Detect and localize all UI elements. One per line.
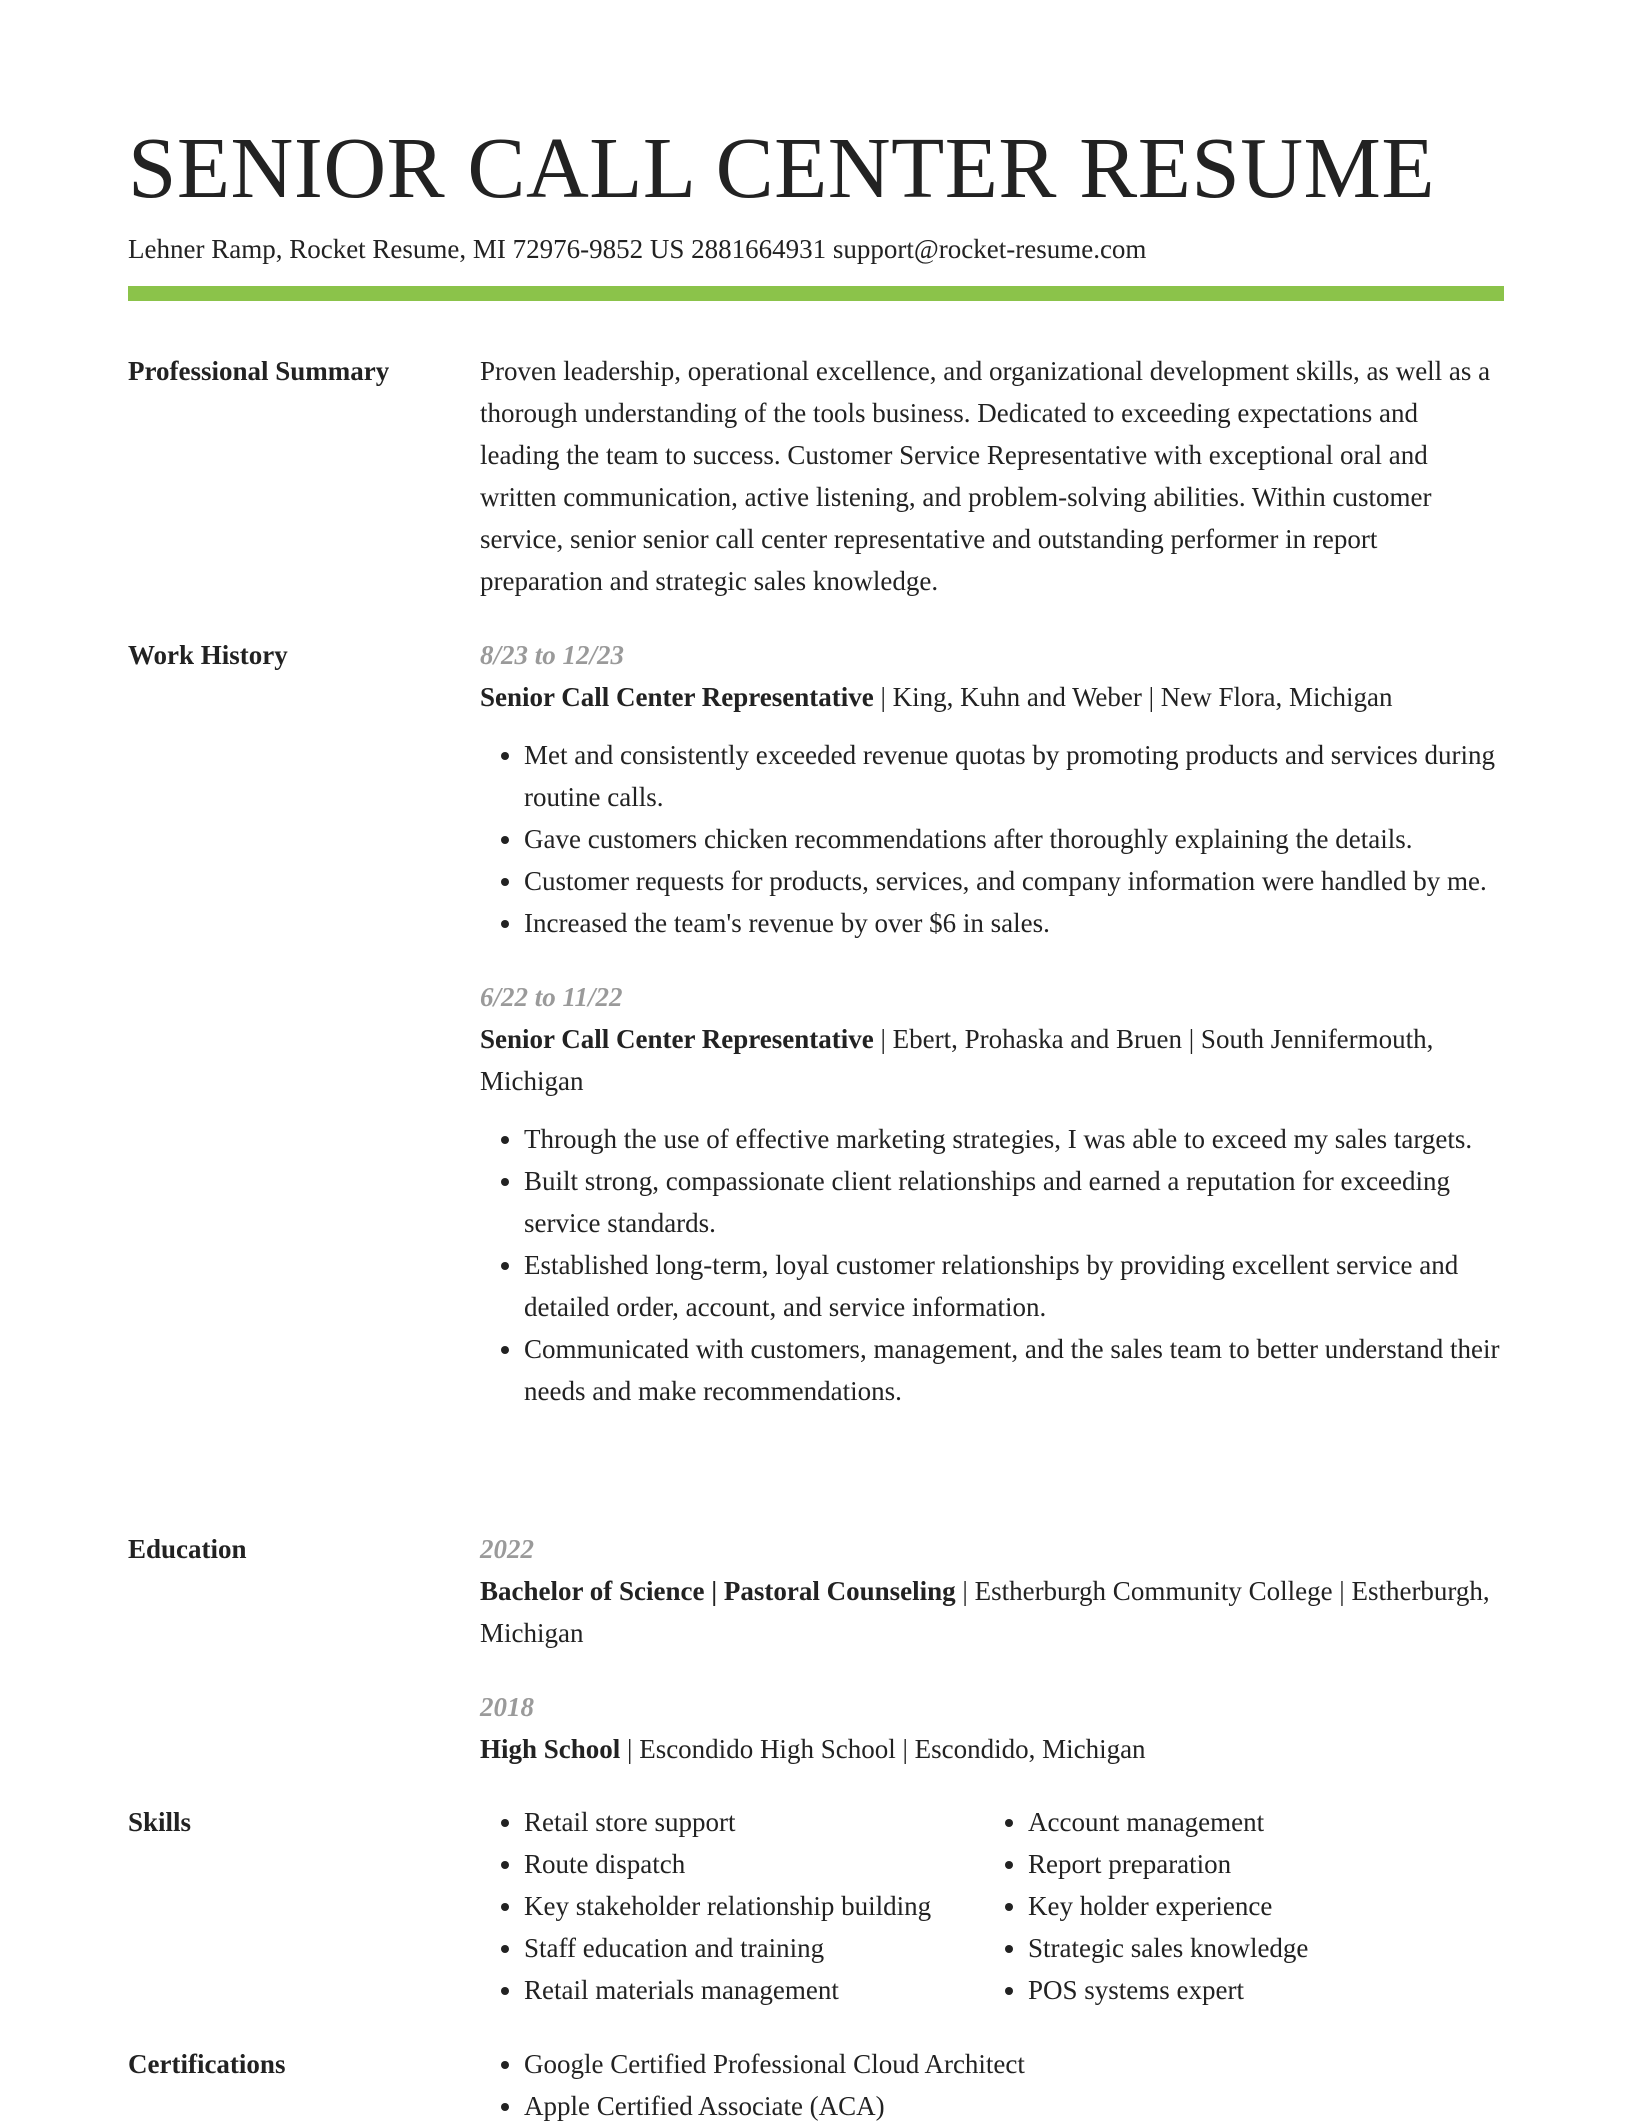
job-heading <box>480 676 1504 718</box>
summary-text: Proven leadership, operational excellence, and organizational development skills, as well as a thorough understanding of the tools business. Dedicated to exceeding expectations and leading the team to success. Customer Service Representative with exceptional oral and written communication, active listening, and problem-solving abilities. Within customer service, senior senior call center representative and outstanding performer in report preparation and strategic sales knowledge. <box>480 356 1491 596</box>
skill-item: • Key stakeholder relationship building <box>524 1885 984 1927</box>
education-entry <box>480 1528 1504 1654</box>
job-heading <box>480 1018 1504 1102</box>
skill-item: • Report preparation <box>1028 1843 1308 1885</box>
job-details: | Ebert, Prohaska and Bruen | South Jennifermouth, Michigan <box>480 1024 1434 1096</box>
job-entry <box>480 976 1504 1412</box>
section-label-work: Work History <box>128 640 288 670</box>
skill-item: • Retail materials management <box>524 1969 984 2011</box>
education-details: | Estherburgh Community College | Estherburgh, Michigan <box>480 1576 1490 1648</box>
job-details: | King, Kuhn and Weber | New Flora, Michigan <box>873 682 1393 712</box>
education-details: | Escondido High School | Escondido, Michigan <box>620 1734 1146 1764</box>
job-bullets <box>480 734 1504 944</box>
certification-item: • Apple Certified Associate (ACA) <box>524 2085 1504 2127</box>
skill-item: • POS systems expert <box>1028 1969 1308 2011</box>
certifications-list <box>480 2043 1504 2127</box>
skills-list-left <box>480 1801 984 2011</box>
skill-item: • Retail store support <box>524 1801 984 1843</box>
section-label-summary: Professional Summary <box>128 356 390 386</box>
job-bullets <box>480 1118 1504 1412</box>
skill-item: • Key holder experience <box>1028 1885 1308 1927</box>
skills-list-right <box>984 1801 1308 2011</box>
education-heading <box>480 1570 1504 1654</box>
education-year: 2018 <box>480 1692 534 1722</box>
skill-item: • Strategic sales knowledge <box>1028 1927 1308 1969</box>
education-degree: High School <box>480 1734 621 1764</box>
skill-item: • Staff education and training <box>524 1927 984 1969</box>
education-body <box>480 1528 1504 1802</box>
education-degree: Bachelor of Science | Pastoral Counseling <box>480 1576 956 1606</box>
section-label-skills: Skills <box>128 1807 192 1837</box>
certifications-body <box>480 2043 1504 2127</box>
education-entry <box>480 1686 1504 1770</box>
job-entry <box>480 634 1504 944</box>
job-title: Senior Call Center Representative <box>480 1024 874 1054</box>
accent-divider <box>128 286 1504 301</box>
section-label-education: Education <box>128 1534 247 1564</box>
certification-item: • Google Certified Professional Cloud Architect <box>524 2043 1504 2085</box>
skill-item: • Route dispatch <box>524 1843 984 1885</box>
skill-item: • Account management <box>1028 1801 1308 1843</box>
job-bullet: • Through the use of effective marketing strategies, I was able to exceed my sales targets. <box>524 1118 1504 1160</box>
job-bullet: • Communicated with customers, management, and the sales team to better understand their needs and make recommendations. <box>524 1328 1504 1412</box>
job-bullet: • Met and consistently exceeded revenue quotas by promoting products and services during routine calls. <box>524 734 1504 818</box>
contact-line: Lehner Ramp, Rocket Resume, MI 72976-9852 US 2881664931 support@rocket-resume.com <box>128 234 1147 264</box>
work-history-body <box>480 634 1504 1444</box>
education-heading <box>480 1728 1504 1770</box>
education-year: 2022 <box>480 1534 534 1564</box>
section-label-certifications: Certifications <box>128 2049 286 2079</box>
job-bullet: • Increased the team's revenue by over $6 in sales. <box>524 902 1504 944</box>
job-bullet: • Built strong, compassionate client relationships and earned a reputation for exceeding service standards. <box>524 1160 1504 1244</box>
resume-title: SENIOR CALL CENTER RESUME <box>128 119 1436 216</box>
job-dates: 8/23 to 12/23 <box>480 640 625 670</box>
job-dates: 6/22 to 11/22 <box>480 982 623 1012</box>
job-bullet: • Established long-term, loyal customer relationships by providing excellent service and detailed order, account, and service information. <box>524 1244 1504 1328</box>
skills-columns <box>480 1801 1504 2011</box>
job-bullet: • Gave customers chicken recommendations after thoroughly explaining the details. <box>524 818 1504 860</box>
job-title: Senior Call Center Representative <box>480 682 874 712</box>
job-bullet: • Customer requests for products, services, and company information were handled by me. <box>524 860 1504 902</box>
